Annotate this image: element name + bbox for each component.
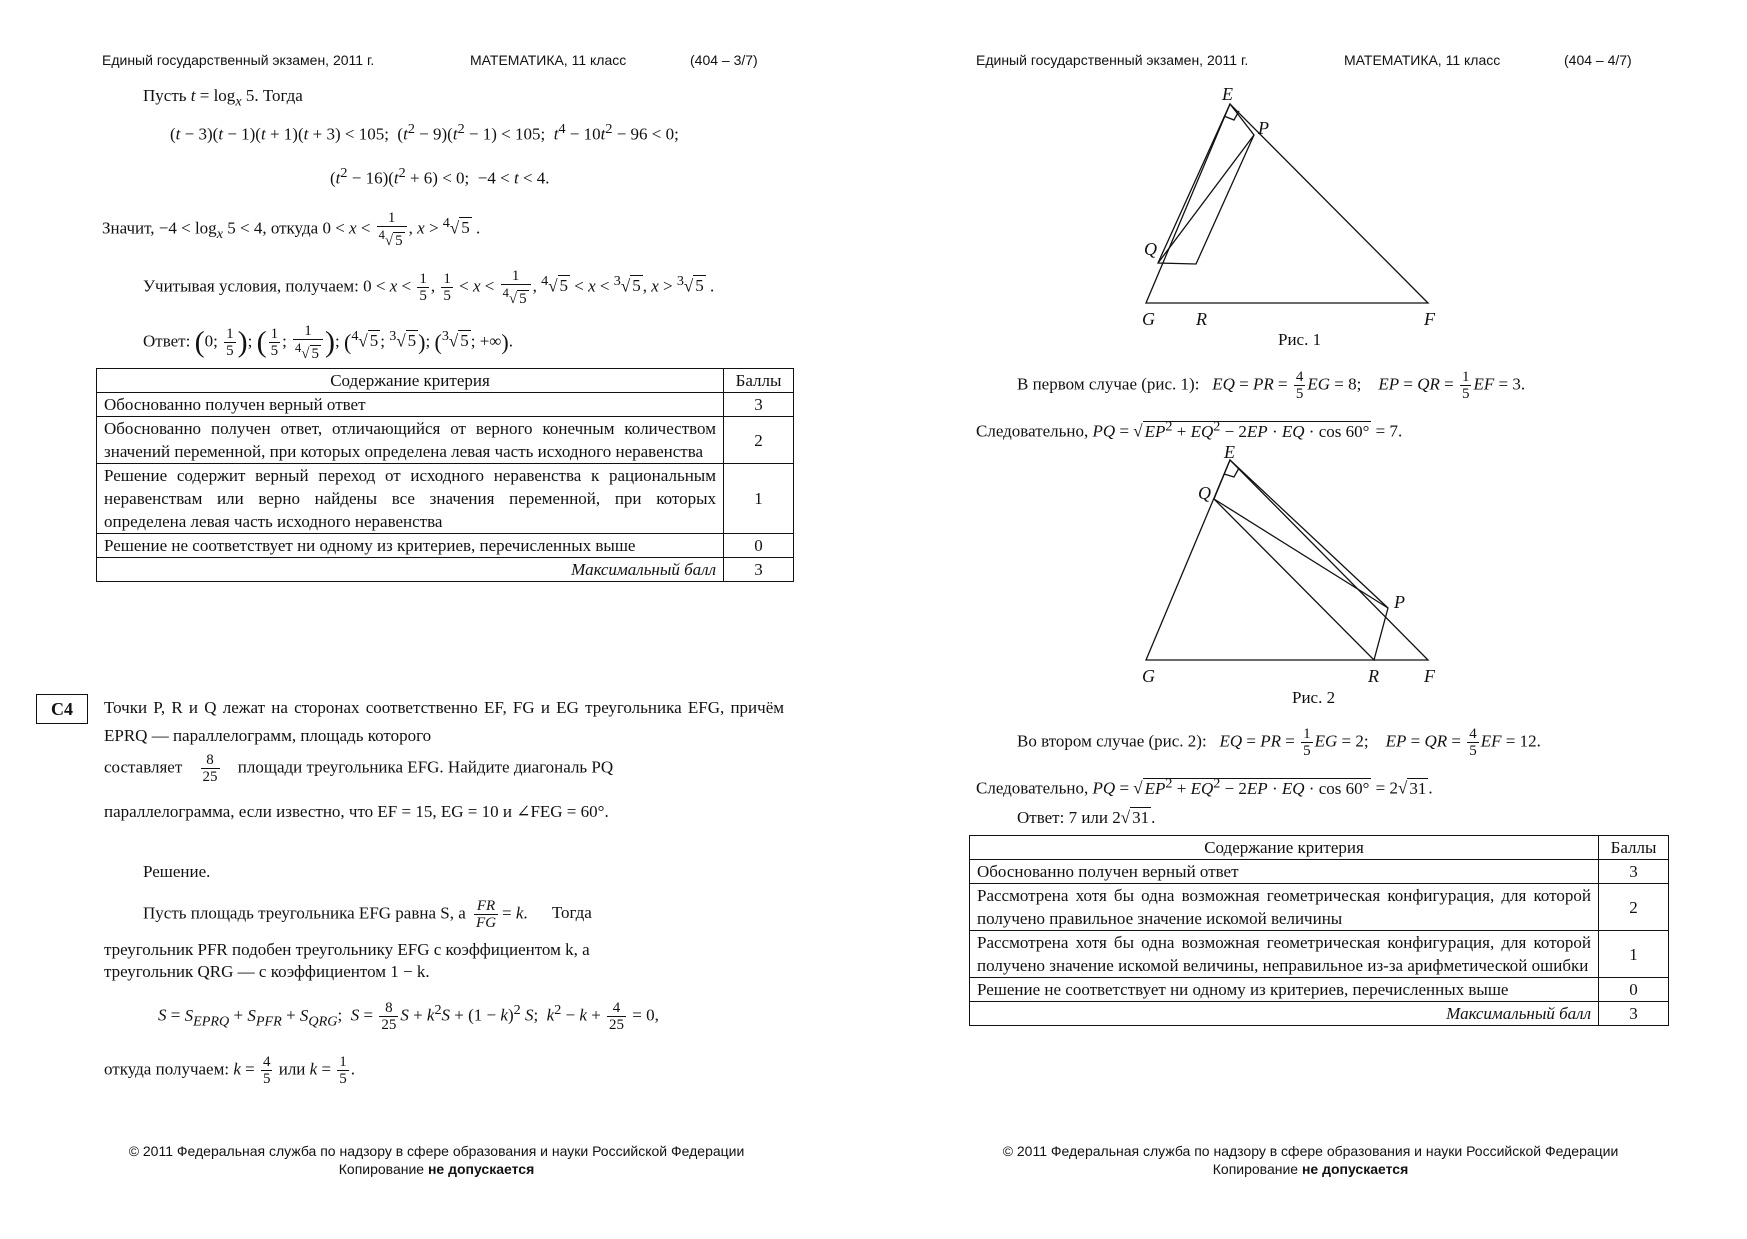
figure-1-caption: Рис. 1 bbox=[1278, 330, 1322, 349]
table-header-row bbox=[97, 369, 794, 393]
problem-text-1: Точки P, R и Q лежат на сторонах соответственно EF, FG и EG треугольника EFG, причём EPRQ — параллелограмм, площадь которого bbox=[104, 698, 784, 745]
criterion-score: 2 bbox=[1599, 884, 1669, 931]
problem-text-2: составляет $\frac{8}{25}$ площади треугольника EFG. Найдите диагональ PQ bbox=[104, 752, 614, 785]
col-criterion: Содержание критерия bbox=[970, 836, 1599, 860]
label-q: Q bbox=[1144, 239, 1157, 259]
table-max-row bbox=[970, 1002, 1669, 1026]
criterion-text: Рассмотрена хотя бы одна возможная геометрическая конфигурация, для которой получено правильное значение искомой величины bbox=[970, 884, 1599, 931]
criterion-score: 0 bbox=[1599, 978, 1669, 1002]
formula-2: $(t^2 - 16)(t^2 + 6) < 0$; −4 < t < 4. bbox=[330, 165, 550, 188]
footer-copyright: © 2011 Федеральная служба по надзору в сфере образования и науки Российской Федерации bbox=[1002, 1143, 1619, 1159]
col-score: Баллы bbox=[724, 369, 794, 393]
table-row bbox=[970, 978, 1669, 1002]
let-line: Пусть $t = \log_x 5$. Тогда bbox=[143, 86, 303, 110]
label-e: E bbox=[1224, 442, 1235, 462]
criterion-text: Обоснованно получен ответ, отличающийся от верного конечным количеством значений переменной, при которых определена левая часть исходного неравенства bbox=[97, 417, 724, 464]
header-exam: Единый государственный экзамен, 2011 г. bbox=[976, 52, 1249, 68]
solution-label: Решение. bbox=[143, 862, 211, 881]
table-row bbox=[970, 931, 1669, 978]
diagonal-pq bbox=[1214, 499, 1388, 608]
hence-line: Значит, $-4 < \log_x 5 < 4$, откуда 0 < x < $\frac{1}{^4√ 5}$ , x > $^4$√ 5 . bbox=[102, 210, 481, 249]
left-page bbox=[0, 0, 873, 1239]
therefore-line-2: Следовательно, PQ = √ $EP^2 + EQ^2 - 2EP$ · EQ · cos 60° = 2√ 31 . bbox=[976, 775, 1433, 798]
footer-copy-notice: Копирование не допускается bbox=[338, 1161, 535, 1177]
criterion-score: 0 bbox=[724, 534, 794, 558]
footer-right bbox=[874, 1142, 1747, 1178]
answer-line-right: Ответ: 7 или 2√ 31 . bbox=[1017, 808, 1156, 827]
problem-text-3: параллелограмма, если известно, что EF = 15, EG = 10 и ∠FEG = 60°. bbox=[104, 802, 609, 821]
label-g: G bbox=[1142, 309, 1155, 329]
label-g: G bbox=[1142, 666, 1155, 686]
figure-1 bbox=[1144, 78, 1484, 328]
criterion-text: Обоснованно получен верный ответ bbox=[97, 393, 724, 417]
table-header-row bbox=[970, 836, 1669, 860]
label-q: Q bbox=[1198, 483, 1211, 503]
table-row bbox=[970, 884, 1669, 931]
parallelogram-eprq bbox=[1214, 460, 1388, 660]
col-score: Баллы bbox=[1599, 836, 1669, 860]
header-subject: МАТЕМАТИКА, 11 класс bbox=[470, 52, 627, 68]
table-row bbox=[97, 393, 794, 417]
label-r: R bbox=[1368, 666, 1379, 686]
whence-line: откуда получаем: k = $\frac{4}{5}$ или k = $\frac{1}{5}$ . bbox=[104, 1054, 356, 1087]
answer-line-left: Ответ: (0; $\frac{1}{5}$ ); ( $\frac{1}{5}$ ; $\frac{1}{^4√ 5}$ ); ($^4$√ 5 ; $^3$√ 5); ($^3$√ 5 ; +∞). bbox=[143, 323, 513, 362]
header-subject: МАТЕМАТИКА, 11 класс bbox=[1344, 52, 1501, 68]
criterion-score: 1 bbox=[724, 464, 794, 534]
triangle-efg bbox=[1146, 460, 1428, 660]
formula-1: (t − 3)(t − 1)(t + 1)(t + 3) < 105; $(t^2 - 9)(t^2 - 1) < 105$; $t^4 - 10t^2 - 96 < 0$; bbox=[170, 121, 679, 144]
max-label: Максимальный балл bbox=[97, 558, 724, 582]
figure-2-caption: Рис. 2 bbox=[1292, 688, 1336, 707]
criterion-text: Рассмотрена хотя бы одна возможная геометрическая конфигурация, для которой получено значение искомой величины, неправильное из-за арифметической ошибки bbox=[970, 931, 1599, 978]
max-score: 3 bbox=[1599, 1002, 1669, 1026]
label-e: E bbox=[1222, 84, 1233, 104]
criterion-score: 1 bbox=[1599, 931, 1669, 978]
footer-copyright: © 2011 Федеральная служба по надзору в сфере образования и науки Российской Федерации bbox=[128, 1143, 745, 1159]
footer-copy-notice: Копирование не допускается bbox=[1212, 1161, 1409, 1177]
table-row bbox=[97, 417, 794, 464]
triangle-efg bbox=[1146, 104, 1428, 303]
label-r: R bbox=[1196, 309, 1207, 329]
label-f: F bbox=[1424, 309, 1435, 329]
criterion-score: 2 bbox=[724, 417, 794, 464]
label-p: P bbox=[1258, 118, 1269, 138]
table-row bbox=[97, 464, 794, 534]
figure-2 bbox=[1142, 442, 1484, 686]
formula-area: $S = S_{EPRQ} + S_{PFR} + S_{QRG}$; S = $\frac{8}{25}$ $S + k^2S + (1 - k)^2$ S; $k^2 - k$ + $\frac{4}{25}$ = 0, bbox=[158, 1000, 659, 1034]
diagonal-pq bbox=[1158, 135, 1254, 263]
solution-line-2: треугольник PFR подобен треугольнику EFG с коэффициентом k, а bbox=[104, 940, 590, 959]
max-score: 3 bbox=[724, 558, 794, 582]
solution-line-3: треугольник QRG — с коэффициентом 1 − k. bbox=[104, 962, 430, 981]
label-f: F bbox=[1424, 666, 1435, 686]
col-criterion: Содержание критерия bbox=[97, 369, 724, 393]
table-row bbox=[97, 534, 794, 558]
right-page bbox=[874, 0, 1747, 1239]
considering-line: Учитывая условия, получаем: 0 < x < $\frac{1}{5}$ , $\frac{1}{5}$ < x < $\frac{1}{^4√ 5}$ , $^4$√ 5 < x < $^3$√ 5 , x > $^3$√ 5 . bbox=[143, 268, 715, 307]
max-label: Максимальный балл bbox=[970, 1002, 1599, 1026]
table-max-row bbox=[97, 558, 794, 582]
header-code: (404 – 4/7) bbox=[1564, 52, 1632, 68]
criteria-table-left bbox=[96, 368, 794, 582]
case-2-line: Во втором случае (рис. 2): EQ = PR = $\frac{1}{5}$ EG = 2; EP = QR = $\frac{4}{5}$ EF = 12. bbox=[1017, 726, 1541, 759]
criterion-score: 3 bbox=[1599, 860, 1669, 884]
criterion-text: Решение содержит верный переход от исходного неравенства к рациональным неравенствам или верно найдены все значения переменной, при которых определена левая часть исходного неравенства bbox=[97, 464, 724, 534]
footer-left bbox=[0, 1142, 873, 1178]
criteria-table-right bbox=[969, 835, 1669, 1026]
criterion-text: Решение не соответствует ни одному из критериев, перечисленных выше bbox=[970, 978, 1599, 1002]
table-row bbox=[970, 860, 1669, 884]
label-p: P bbox=[1394, 592, 1405, 612]
header-code: (404 – 3/7) bbox=[690, 52, 758, 68]
criterion-score: 3 bbox=[724, 393, 794, 417]
header-exam: Единый государственный экзамен, 2011 г. bbox=[102, 52, 375, 68]
therefore-line-1: Следовательно, PQ = √ $EP^2 + EQ^2 - 2EP$ · EQ · cos 60° = 7. bbox=[976, 418, 1403, 441]
criterion-text: Обоснованно получен верный ответ bbox=[970, 860, 1599, 884]
criterion-text: Решение не соответствует ни одному из критериев, перечисленных выше bbox=[97, 534, 724, 558]
case-1-line: В первом случае (рис. 1): EQ = PR = $\frac{4}{5}$ EG = 8; EP = QR = $\frac{1}{5}$ EF = 3. bbox=[1017, 369, 1526, 402]
task-number-badge: C4 bbox=[36, 694, 88, 724]
solution-line-1: Пусть площадь треугольника EFG равна S, а $\frac{FR}{FG}$ = k. Тогда bbox=[143, 898, 592, 931]
